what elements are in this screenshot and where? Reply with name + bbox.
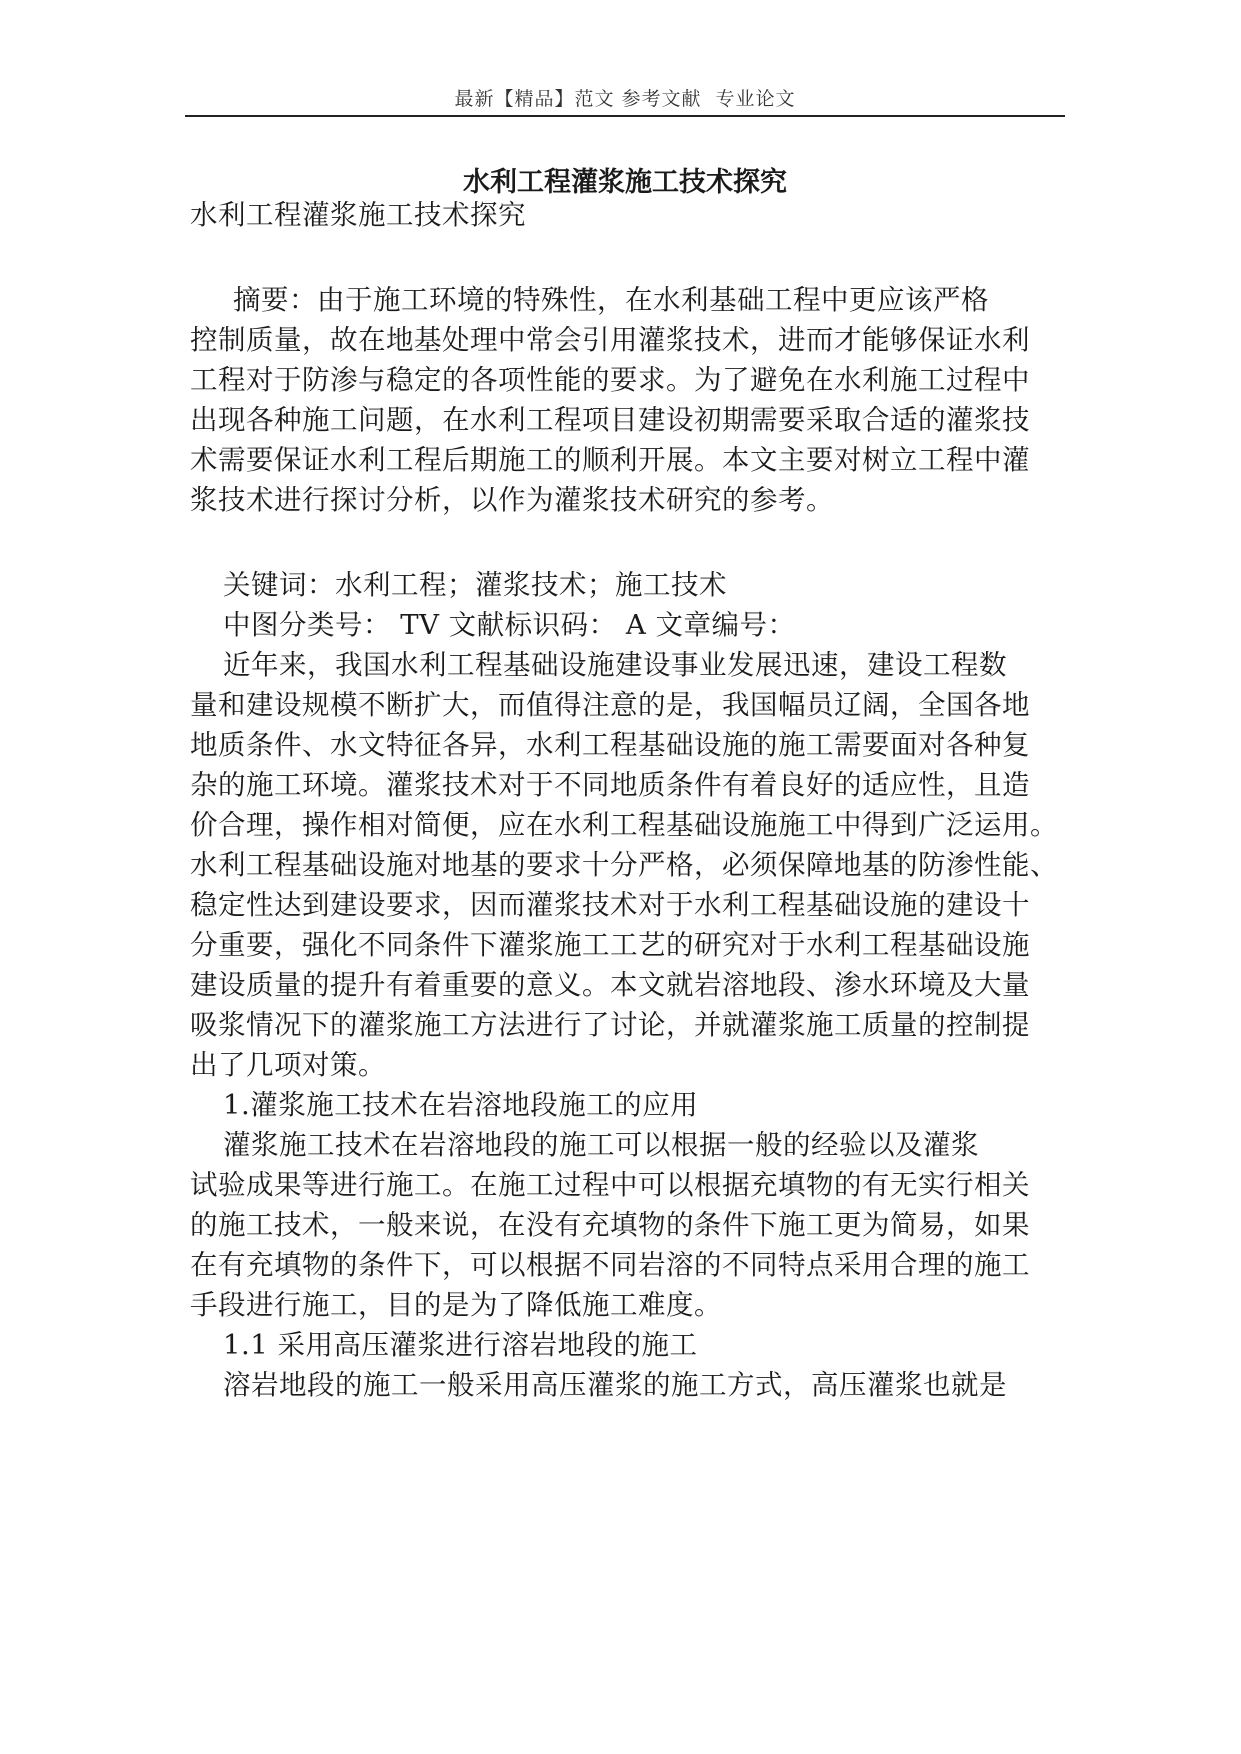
- abstract-line: 出现各种施工问题，在水利工程项目建设初期需要采取合适的灌浆技: [190, 404, 1030, 436]
- intro-paragraph-line: 杂的施工环境。灌浆技术对于不同地质条件有着良好的适应性，且造: [190, 769, 1030, 801]
- abstract-line: 浆技术进行探讨分析，以作为灌浆技术研究的参考。: [190, 484, 834, 516]
- intro-paragraph-line: 量和建设规模不断扩大，而值得注意的是，我国幅员辽阔，全国各地: [190, 689, 1030, 721]
- intro-paragraph-line: 水利工程基础设施对地基的要求十分严格，必须保障地基的防渗性能、: [190, 849, 1058, 881]
- section-paragraph-line: 手段进行施工，目的是为了降低施工难度。: [190, 1289, 722, 1321]
- section-paragraph-line: 在有充填物的条件下，可以根据不同岩溶的不同特点采用合理的施工: [190, 1249, 1030, 1281]
- intro-paragraph-line: 分重要，强化不同条件下灌浆施工工艺的研究对于水利工程基础设施: [190, 929, 1030, 961]
- intro-paragraph-line: 近年来，我国水利工程基础设施建设事业发展迅速，建设工程数: [223, 649, 1007, 681]
- section-paragraph-line: 的施工技术，一般来说，在没有充填物的条件下施工更为简易，如果: [190, 1209, 1030, 1241]
- intro-paragraph-line: 吸浆情况下的灌浆施工方法进行了讨论，并就灌浆施工质量的控制提: [190, 1009, 1030, 1041]
- section-paragraph-line: 试验成果等进行施工。在施工过程中可以根据充填物的有无实行相关: [190, 1169, 1030, 1201]
- intro-paragraph-line: 价合理，操作相对简便，应在水利工程基础设施施工中得到广泛运用。: [190, 809, 1058, 841]
- abstract-line: 控制质量，故在地基处理中常会引用灌浆技术，进而才能够保证水利: [190, 324, 1030, 356]
- intro-paragraph-line: 建设质量的提升有着重要的意义。本文就岩溶地段、渗水环境及大量: [190, 969, 1030, 1001]
- document-title: 水利工程灌浆施工技术探究: [463, 167, 787, 198]
- abstract-line: 工程对于防渗与稳定的各项性能的要求。为了避免在水利施工过程中: [190, 364, 1030, 396]
- intro-paragraph-line: 出了几项对策。: [190, 1049, 386, 1081]
- subsection-paragraph-line: 溶岩地段的施工一般采用高压灌浆的施工方式，高压灌浆也就是: [223, 1369, 1007, 1401]
- keywords-line: 关键词：水利工程；灌浆技术；施工技术: [223, 569, 727, 601]
- subtitle-line: 水利工程灌浆施工技术探究: [190, 199, 526, 231]
- running-header: 最新【精品】范文 参考文献 专业论文: [454, 88, 796, 110]
- intro-paragraph-line: 稳定性达到建设要求，因而灌浆技术对于水利工程基础设施的建设十: [190, 889, 1030, 921]
- abstract-line: 术需要保证水利工程后期施工的顺利开展。本文主要对树立工程中灌: [190, 444, 1030, 476]
- classification-line: 中图分类号： TV 文献标识码： A 文章编号：: [223, 609, 796, 641]
- intro-paragraph-line: 地质条件、水文特征各异，水利工程基础设施的施工需要面对各种复: [190, 729, 1030, 761]
- section-paragraph-line: 灌浆施工技术在岩溶地段的施工可以根据一般的经验以及灌浆: [223, 1129, 979, 1161]
- abstract-line: 摘要：由于施工环境的特殊性，在水利基础工程中更应该严格: [233, 284, 989, 316]
- header-divider: [185, 115, 1065, 117]
- section-heading-1: 1.灌浆施工技术在岩溶地段施工的应用: [223, 1089, 699, 1121]
- section-heading-1-1: 1.1 采用高压灌浆进行溶岩地段的施工: [223, 1329, 698, 1361]
